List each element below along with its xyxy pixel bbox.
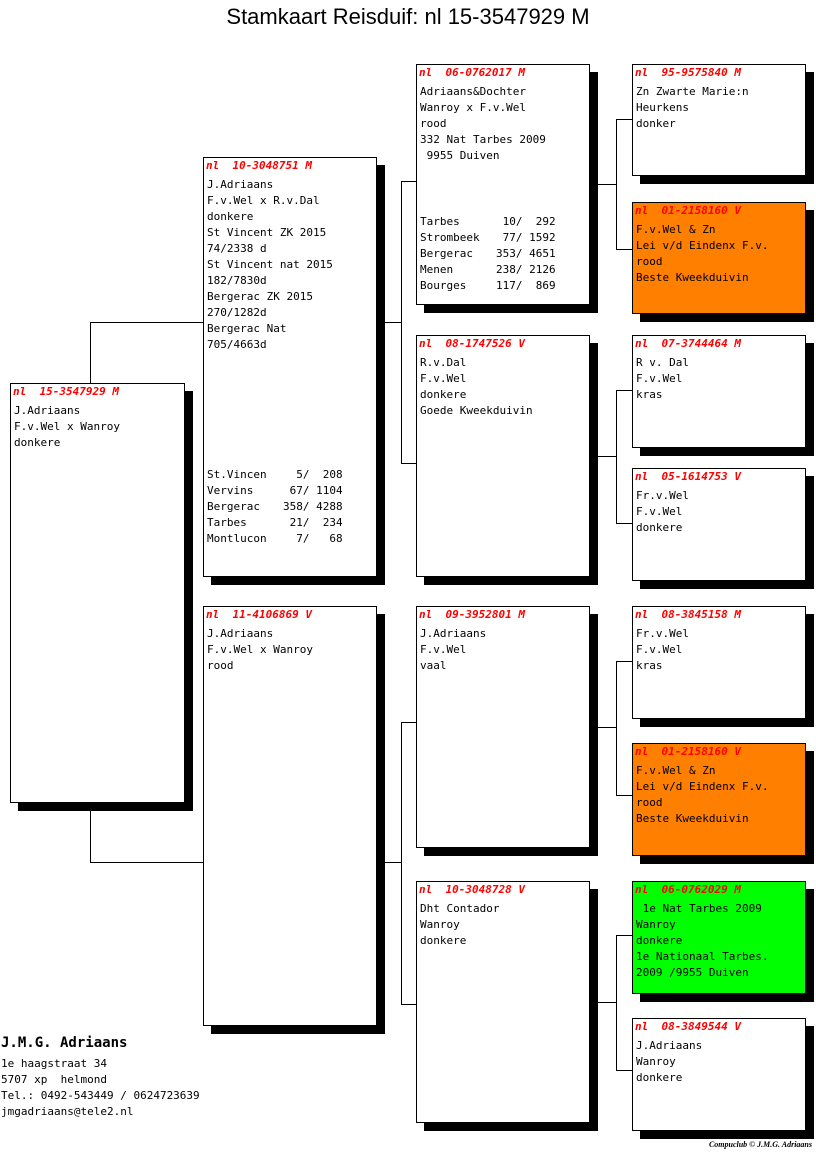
- pigeon-info: J.Adriaans F.v.Wel x Wanroy donkere: [14, 404, 120, 449]
- pigeon-info: Fr.v.Wel F.v.Wel kras: [636, 627, 689, 672]
- ring-number: nl 95-9575840 M: [635, 66, 741, 79]
- connector-line: [384, 322, 402, 323]
- pigeon-info: F.v.Wel & Zn Lei v/d Eindenx F.v. rood Beste Kweekduivin: [636, 764, 769, 825]
- race-name: Montlucon: [207, 532, 267, 545]
- race-position: 10/ 292: [496, 215, 556, 228]
- pigeon-card-mmm[interactable]: [632, 1018, 806, 1131]
- pigeon-card-fff[interactable]: [632, 64, 806, 176]
- pigeon-info: J.Adriaans F.v.Wel x R.v.Dal donkere St Vincent ZK 2015 74/2338 d St Vincent nat 2015 182/7830d Bergerac ZK 2015 270/1282d Bergerac Nat 705/4663d: [207, 178, 333, 351]
- ring-number: nl 07-3744464 M: [635, 337, 741, 350]
- pigeon-info: J.Adriaans Wanroy donkere: [636, 1039, 703, 1084]
- race-result-row: [207, 515, 374, 531]
- race-result-row: [207, 499, 374, 515]
- connector-line: [401, 463, 417, 464]
- connector-line: [616, 119, 632, 120]
- connector-line: [616, 390, 632, 391]
- connector-line: [597, 1002, 617, 1003]
- pigeon-info: R.v.Dal F.v.Wel donkere Goede Kweekduivin: [420, 356, 533, 417]
- ring-number: nl 08-3849544 V: [635, 1020, 741, 1033]
- race-results: [420, 214, 587, 294]
- connector-line: [616, 795, 632, 796]
- connector-line: [597, 184, 617, 185]
- connector-line: [401, 722, 417, 723]
- ring-number: nl 10-3048751 M: [206, 159, 312, 172]
- ring-number: nl 08-3845158 M: [635, 608, 741, 621]
- race-name: Bergerac: [420, 247, 473, 260]
- connector-line: [616, 935, 617, 1071]
- pigeon-info: Zn Zwarte Marie:n Heurkens donker: [636, 85, 749, 130]
- race-name: Menen: [420, 263, 454, 276]
- connector-line: [616, 119, 617, 250]
- connector-line: [401, 722, 402, 1005]
- race-result-row: [420, 262, 587, 278]
- connector-line: [401, 1004, 417, 1005]
- pigeon-info: Adriaans&Dochter Wanroy x F.v.Wel rood 332 Nat Tarbes 2009 9955 Duiven: [420, 85, 546, 162]
- pigeon-card-mfm[interactable]: [632, 743, 806, 856]
- race-result-row: [207, 483, 374, 499]
- connector-line: [384, 862, 402, 863]
- pigeon-card-father[interactable]: [203, 157, 377, 577]
- race-name: Vervins: [207, 484, 254, 497]
- page-title: Stamkaart Reisduif: nl 15-3547929 M: [226, 4, 590, 29]
- connector-line: [616, 249, 632, 250]
- race-name: Bergerac: [207, 500, 260, 513]
- race-result-row: [420, 246, 587, 262]
- race-position: 353/ 4651: [496, 247, 556, 260]
- owner-phone: Tel.: 0492-543449 / 0624723639: [1, 1089, 200, 1102]
- race-name: Strombeek: [420, 231, 480, 244]
- pigeon-info: Fr.v.Wel F.v.Wel donkere: [636, 489, 689, 534]
- race-position: 7/ 68: [283, 532, 343, 545]
- ring-number: nl 09-3952801 M: [419, 608, 525, 621]
- footer-credit: Compuclub © J.M.G. Adriaans: [708, 1140, 812, 1149]
- pigeon-info: J.Adriaans F.v.Wel x Wanroy rood: [207, 627, 313, 672]
- connector-line: [616, 661, 632, 662]
- ring-number: nl 08-1747526 V: [419, 337, 525, 350]
- pigeon-card-mf[interactable]: [416, 606, 590, 848]
- connector-line: [90, 862, 204, 863]
- pigeon-card-ffm[interactable]: [632, 202, 806, 314]
- ring-number: nl 15-3547929 M: [13, 385, 119, 398]
- pigeon-card-ff[interactable]: [416, 64, 590, 305]
- race-results: [207, 467, 374, 547]
- pigeon-info: Dht Contador Wanroy donkere: [420, 902, 500, 947]
- ring-number: nl 01-2158160 V: [635, 204, 741, 217]
- pigeon-card-fmf[interactable]: [632, 335, 806, 448]
- connector-line: [401, 181, 417, 182]
- ring-number: nl 10-3048728 V: [419, 883, 525, 896]
- ring-number: nl 06-0762017 M: [419, 66, 525, 79]
- connector-line: [597, 456, 617, 457]
- race-position: 358/ 4288: [283, 500, 343, 513]
- ring-number: nl 06-0762029 M: [635, 883, 741, 896]
- pigeon-card-mother[interactable]: [203, 606, 377, 1026]
- owner-block: [1, 1034, 200, 1120]
- race-result-row: [420, 278, 587, 294]
- pigeon-card-mmf[interactable]: [632, 881, 806, 994]
- owner-name: J.M.G. Adriaans: [1, 1035, 128, 1051]
- race-name: Bourges: [420, 279, 467, 292]
- connector-line: [616, 1070, 632, 1071]
- ring-number: nl 05-1614753 V: [635, 470, 741, 483]
- race-position: 21/ 234: [283, 516, 343, 529]
- pigeon-card-fm[interactable]: [416, 335, 590, 577]
- race-position: 67/ 1104: [283, 484, 343, 497]
- connector-line: [616, 935, 632, 936]
- pigeon-info: F.v.Wel & Zn Lei v/d Eindenx F.v. rood Beste Kweekduivin: [636, 223, 769, 284]
- connector-line: [597, 727, 617, 728]
- race-position: 77/ 1592: [496, 231, 556, 244]
- ring-number: nl 11-4106869 V: [206, 608, 312, 621]
- connector-line: [616, 390, 617, 524]
- pigeon-info: J.Adriaans F.v.Wel vaal: [420, 627, 487, 672]
- owner-email: jmgadriaans@tele2.nl: [1, 1105, 134, 1118]
- pigeon-card-mm[interactable]: [416, 881, 590, 1123]
- race-result-row: [207, 467, 374, 483]
- ring-number: nl 01-2158160 V: [635, 745, 741, 758]
- race-position: 117/ 869: [496, 279, 556, 292]
- connector-line: [90, 322, 91, 383]
- connector-line: [401, 181, 402, 464]
- pigeon-card-mff[interactable]: [632, 606, 806, 719]
- connector-line: [90, 802, 91, 863]
- race-result-row: [420, 214, 587, 230]
- pigeon-info: 1e Nat Tarbes 2009 Wanroy donkere 1e Nationaal Tarbes. 2009 /9955 Duiven: [636, 902, 769, 979]
- race-result-row: [207, 531, 374, 547]
- pigeon-card-fmm[interactable]: [632, 468, 806, 581]
- race-position: 5/ 208: [283, 468, 343, 481]
- race-name: St.Vincen: [207, 468, 267, 481]
- race-name: Tarbes: [207, 516, 247, 529]
- race-position: 238/ 2126: [496, 263, 556, 276]
- race-name: Tarbes: [420, 215, 460, 228]
- pigeon-info: R v. Dal F.v.Wel kras: [636, 356, 689, 401]
- race-result-row: [420, 230, 587, 246]
- connector-line: [616, 523, 632, 524]
- connector-line: [616, 661, 617, 796]
- connector-line: [90, 322, 204, 323]
- owner-address: 1e haagstraat 34: [1, 1057, 107, 1070]
- pigeon-card-subject[interactable]: [10, 383, 185, 803]
- owner-city: 5707 xp helmond: [1, 1073, 107, 1086]
